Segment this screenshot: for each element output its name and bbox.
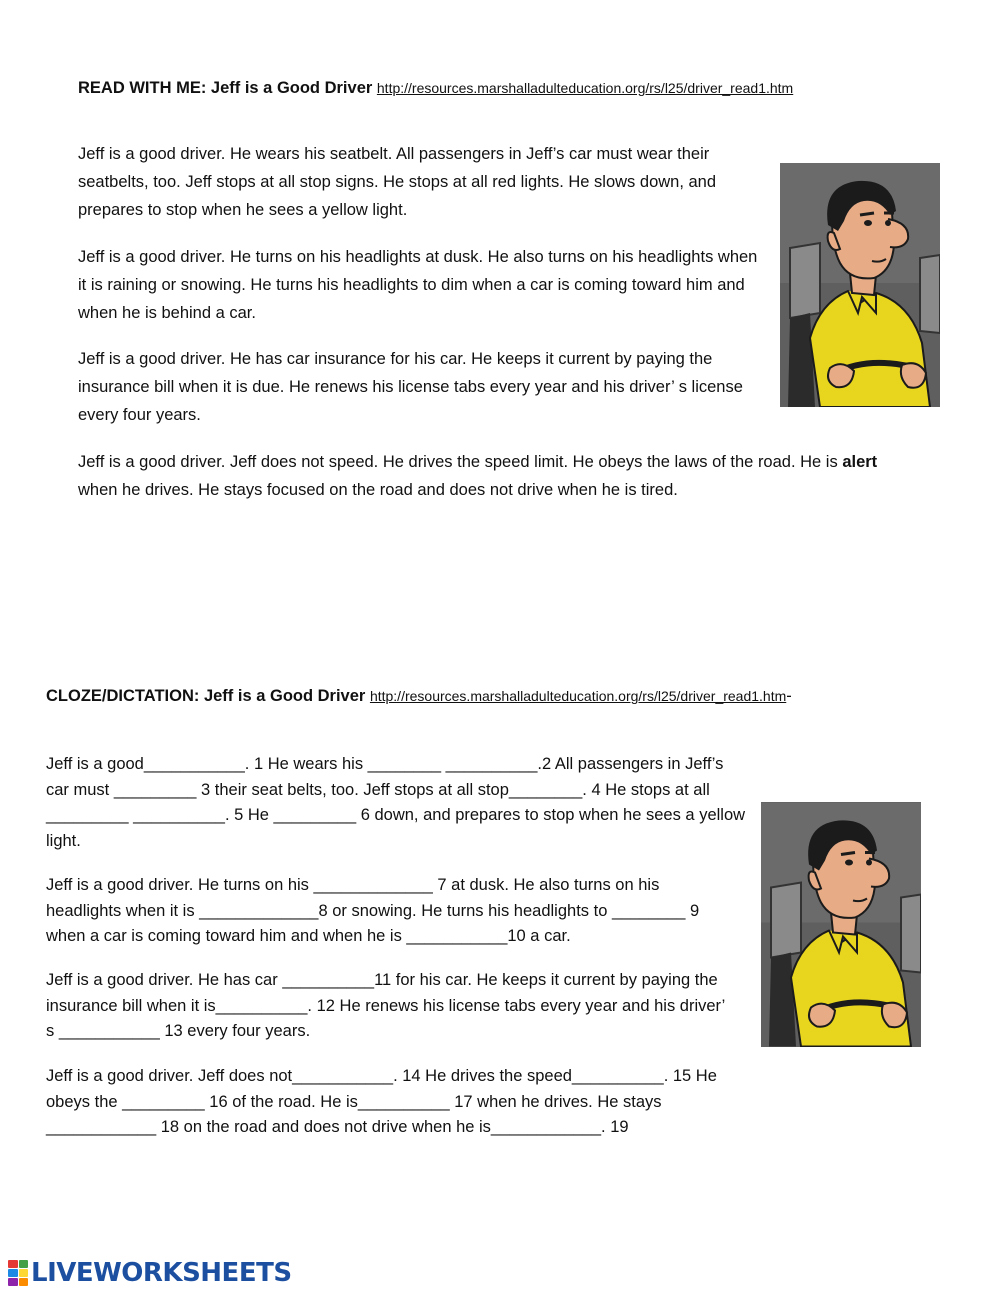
reading-paragraph-3: Jeff is a good driver. He has car insurance for his car. He keeps it current by paying the insurance bill when it is due. He renews his license tabs every year and his driver’ s license every four years. <box>78 350 743 424</box>
resource-link-cloze[interactable]: http://resources.marshalladulteducation.org/rs/l25/driver_read1.htm <box>369 688 787 704</box>
driver-illustration <box>780 163 940 407</box>
paragraph-4-end: when he drives. He stays focused on the road and does not drive when he is tired. <box>78 481 678 499</box>
liveworksheets-logo[interactable] <box>8 1258 292 1288</box>
reading-paragraph-2: Jeff is a good driver. He turns on his headlights at dusk. He also turns on his headlights when it is raining or snowing. He turns his headlights to dim when a car is coming toward him and when he is behind a car. <box>78 248 758 322</box>
reading-paragraph-4 <box>78 448 878 504</box>
paragraph-4-start: Jeff is a good driver. Jeff does not speed. He drives the speed limit. He obeys the laws of the road. He is <box>78 453 843 471</box>
cloze-paragraph-4: Jeff is a good driver. Jeff does not___________. 14 He drives the speed__________. 15 He obeys the _________ 16 of the road. He is__________ 17 when he drives. He stays ____________ 18 on the road and does not drive when he is____________. 19 <box>46 1067 717 1136</box>
alert-word: alert <box>842 453 878 471</box>
driver-drawing-2 <box>761 802 921 1047</box>
logo-text: LIVEWORKSHEETS <box>31 1258 292 1288</box>
resource-link[interactable]: http://resources.marshalladulteducation.org/rs/l25/driver_read1.htm <box>376 80 794 96</box>
section-heading-read <box>78 79 793 98</box>
cloze-paragraph-2: Jeff is a good driver. He turns on his _____________ 7 at dusk. He also turns on his headlights when it is _____________8 or snowing. He turns his headlights to ________ 9 when a car is coming toward him and when he is ___________10 a car. <box>46 876 700 945</box>
section-heading-cloze <box>46 687 792 706</box>
read-with-me-label: READ WITH ME <box>78 79 201 97</box>
liveworksheets-logo-icon <box>8 1260 28 1286</box>
cloze-title: CLOZE/DICTATION: Jeff is a Good Driver <box>46 687 366 705</box>
read-title: : Jeff is a Good Driver <box>200 79 373 97</box>
driver-illustration-2 <box>761 802 921 1047</box>
reading-paragraph-1: Jeff is a good driver. He wears his seatbelt. All passengers in Jeff’s car must wear their seatbelts, too. Jeff stops at all stop signs. He stops at all red lights. He slows down, and prepares to stop when he sees a yellow light. <box>78 145 717 219</box>
cloze-paragraph-1: Jeff is a good___________. 1 He wears his ________ __________.2 All passengers in Jeff’s car must _________ 3 their seat belts, too. Jeff stops at all stop________. 4 He stops at all _________ __________. 5 He _________ 6 down, and prepares to stop when he sees a yellow light. <box>46 755 746 850</box>
cloze-paragraph-3: Jeff is a good driver. He has car __________11 for his car. He keeps it current by paying the insurance bill when it is__________. 12 He renews his license tabs every year and his driver’ s ___________ 13 every four years. <box>46 971 725 1040</box>
link-suffix: - <box>786 687 792 705</box>
driver-drawing <box>780 163 940 407</box>
